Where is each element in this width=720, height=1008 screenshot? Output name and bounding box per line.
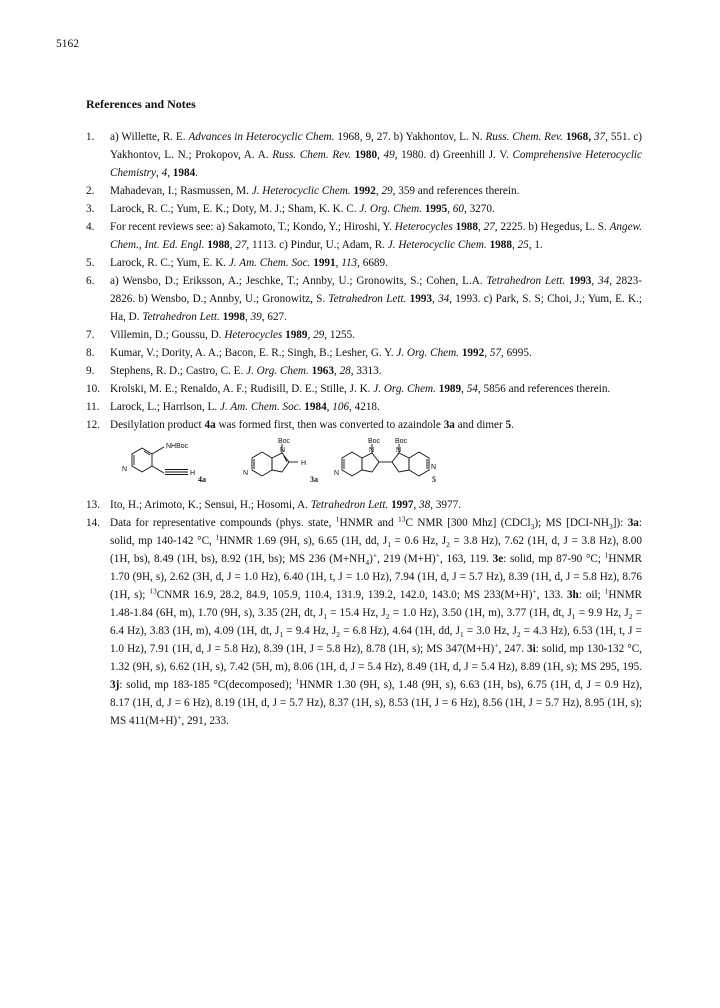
- nitrogen-label: N: [431, 464, 437, 471]
- nitrogen-label: N: [369, 447, 375, 454]
- hydrogen-label: H: [301, 460, 307, 467]
- reference-number: 12.: [86, 419, 100, 431]
- reference-item: [86, 218, 642, 254]
- reference-number: 1.: [86, 131, 95, 143]
- pyridine-ring-5a: [342, 452, 362, 476]
- reference-text: Data for representative compounds (phys. state, $^1$HNMR and $^{13}$C NMR [300 Mhz] (CDCl$_3$); MS $[DCI-NH_3]$): 3a: solid, mp 140-142 °C, $^1$HNMR 1.69 (9H, s), 6.65 (1H, dd, $J_1 = 0.6$ Hz, $J_2 = 3.8$ Hz), 7.62 (1H, d, J = 3.8 Hz), 8.00 (1H, bs), 8.49 (1H, bs), 8.92 (1H, bs); MS 236 $(M+NH_4)^+$, 219 (M+H)+, 163, 119. 3e: solid, mp 87-90 °C; $^1$HNMR 1.70 (9H, s), 2.62 (3H, d, J = 1.0 Hz), 6.40 (1H, t, J = 1.0 Hz), 7.94 (1H, d, J = 5.7 Hz), 8.39 (1H, d, J = 5.8 Hz), 8.76 (1H, s); $^{13}$CNMR 16.9, 28.2, 84.9, 105.9, 110.4, 131.9, 139.2, 142.0, 143.0; MS 233(M+H)+, 133. 3h: oil; $^1$HNMR 1.48-1.84 (6H, m), 1.70 (9H, s), 3.35 (2H, dt, $J_1 = 15.4$ Hz, $J_2 = 1.0$ Hz), 3.50 (1H, m), 3.77 (1H, dt, $J_1 = 9.9$ Hz, $J_2 = 6.4$ Hz), 3.83 (1H, m), 4.09 (1H, dt, $J_1 = 9.4$ Hz, $J_2 = 6.8$ Hz), 4.64 (1H, dd, $J_1 = 3.0$ Hz, $J_2 = 4.3$ Hz), 6.53 (1H, t, J = 1.0 Hz), 7.91 (1H, d, J = 5.8 Hz), 8.39 (1H, J = 5.8 Hz), 8.78 (1H, s); MS 347(M+H)+, 247. 3i: solid, mp 130-132 °C, 1.32 (9H, s), 6.62 (1H, s), 7.42 (5H, m), 8.06 (1H, d, J = 5.4 Hz), 8.49 (1H, d, J = 5.4 Hz), 8.89 (1H, s); MS 295, 195. 3j: solid, mp 183-185 °C(decomposed); $^1$HNMR 1.30 (9H, s), 1.48 (9H, s), 6.63 (1H, bs), 6.75 (1H, d, J = 0.9 Hz), 8.17 (1H, d, J = 6 Hz), 8.19 (1H, d, J = 5.7 Hz), 8.37 (1H, s), 8.53 (1H, J = 6 Hz), 8.56 (1H, J = 5.7 Hz), 8.95 (1H, s); MS 411(M+H)+, 291, 233.: [110, 514, 643, 727]
- boc-label: Boc: [395, 438, 408, 445]
- structure-3a: [243, 438, 318, 484]
- reference-text: Krolski, M. E.; Renaldo, A. F.; Rudisill, D. E.; Stille, J. K. J. Org. Chem. 1989, 54, 5856 and references therein.: [110, 383, 611, 395]
- reference-item: [86, 398, 642, 416]
- pyridine-ring-5b: [409, 452, 429, 476]
- reference-text: Desilylation product 4a was formed first, then was converted to azaindole 3a and dimer 5.: [110, 419, 514, 431]
- reference-item: [86, 128, 642, 182]
- pyridine-ring-4a: [132, 448, 152, 472]
- reference-item: [86, 200, 642, 218]
- reference-number: 4.: [86, 221, 95, 233]
- reference-item: [86, 514, 642, 730]
- reference-text: Mahadevan, I.; Rasmussen, M. J. Heterocyclic Chem. 1992, 29, 359 and references therein.: [110, 185, 520, 197]
- hydrogen-label: H: [190, 470, 196, 477]
- reference-number: 8.: [86, 347, 95, 359]
- reference-number: 13.: [86, 499, 100, 511]
- reference-text: Larock, L.; Harrlson, L. J. Am. Chem. Soc. 1984, 106, 4218.: [110, 401, 380, 413]
- compound-label-3a: 3a: [310, 475, 318, 484]
- reference-number: 9.: [86, 365, 95, 377]
- reference-number: 11.: [86, 401, 100, 413]
- reference-text: Ito, H.; Arimoto, K.; Sensui, H.; Hosomi, A. Tetrahedron Lett. 1997, 38, 3977.: [110, 499, 461, 511]
- reference-text: a) Wensbo, D.; Eriksson, A.; Jeschke, T.; Annby, U.; Gronowits, S.; Cohen, L.A. Tetrahedron Lett. 1993, 34, 2823-2826. b) Wensbo, D.; Annby, U.; Gronowitz, S. Tetrahedron Lett. 1993, 34, 1993. c) Park, S. S; Choi, J.; Yum, E. K.; Ha, D. Tetrahedron Lett. 1998, 39, 627.: [110, 275, 643, 323]
- reference-item: [86, 344, 642, 362]
- boc-label: Boc: [368, 438, 381, 445]
- compound-label-4a: 4a: [198, 475, 206, 484]
- pyrrole-ring-5a: [362, 453, 379, 472]
- reference-number: 3.: [86, 203, 95, 215]
- reference-text: a) Willette, R. E. Advances in Heterocyclic Chem. 1968, 9, 27. b) Yakhontov, L. N. Russ. Chem. Rev. 1968, 37, 551. c) Yakhontov, L. N.; Prokopov, A. A. Russ. Chem. Rev. 1980, 49, 1980. d) Greenhill J. V. Comprehensive Heterocyclic Chemistry, 4, 1984.: [110, 131, 643, 179]
- reference-number: 14.: [86, 517, 100, 529]
- reference-number: 10.: [86, 383, 100, 395]
- structure-4a: [122, 443, 206, 484]
- nitrogen-label: N: [122, 466, 128, 473]
- reference-text: Larock, R. C.; Yum, E. K. J. Am. Chem. Soc. 1991, 113, 6689.: [110, 257, 388, 269]
- nhboc-label: NHBoc: [166, 443, 189, 450]
- nitrogen-label: N: [243, 470, 249, 477]
- reference-item: [86, 326, 642, 344]
- section-heading: References and Notes: [86, 97, 196, 111]
- pyridine-ring-3a: [252, 452, 272, 476]
- reference-text: Villemin, D.; Goussu, D. Heterocycles 1989, 29, 1255.: [110, 329, 356, 341]
- reference-number: 5.: [86, 257, 95, 269]
- reference-number: 6.: [86, 275, 95, 287]
- chemical-structures-drawing: [86, 436, 642, 494]
- reference-number: 7.: [86, 329, 95, 341]
- reference-item: [86, 496, 642, 514]
- reference-text: Larock, R. C.; Yum, E. K.; Doty, M. J.; Sham, K. K. C. J. Org. Chem. 1995, 60, 3270.: [110, 203, 495, 215]
- references-list: [86, 128, 642, 730]
- pyrrole-ring-3a: [272, 453, 289, 472]
- nitrogen-label: N: [334, 470, 340, 477]
- boc-label: Boc: [278, 438, 291, 445]
- pyrrole-ring-5b: [392, 453, 409, 472]
- reference-number: 2.: [86, 185, 95, 197]
- chemical-scheme: [86, 436, 642, 494]
- reference-item: [86, 254, 642, 272]
- reference-text: Kumar, V.; Dority, A. A.; Bacon, E. R.; Singh, B.; Lesher, G. Y. J. Org. Chem. 1992, 57, 6995.: [110, 347, 532, 359]
- reference-text: For recent reviews see: a) Sakamoto, T.; Kondo, Y.; Hiroshi, Y. Heterocycles 1988, 27, 2225. b) Hegedus, L. S. Angew. Chem., Int. Ed. Engl. 1988, 27, 1113. c) Pindur, U.; Adam, R. J. Heterocyclic Chem. 1988, 25, 1.: [110, 221, 643, 251]
- reference-item: [86, 380, 642, 398]
- reference-item: [86, 182, 642, 200]
- compound-label-5: 5: [432, 475, 436, 484]
- reference-item: [86, 362, 642, 380]
- reference-item: [86, 272, 642, 326]
- reference-text: Stephens, R. D.; Castro, C. E. J. Org. Chem. 1963, 28, 3313.: [110, 365, 382, 377]
- reference-item: [86, 416, 642, 434]
- page-number: 5162: [56, 38, 79, 50]
- structure-5: [334, 438, 436, 484]
- nitrogen-label: N: [280, 447, 286, 454]
- nitrogen-label: N: [396, 447, 402, 454]
